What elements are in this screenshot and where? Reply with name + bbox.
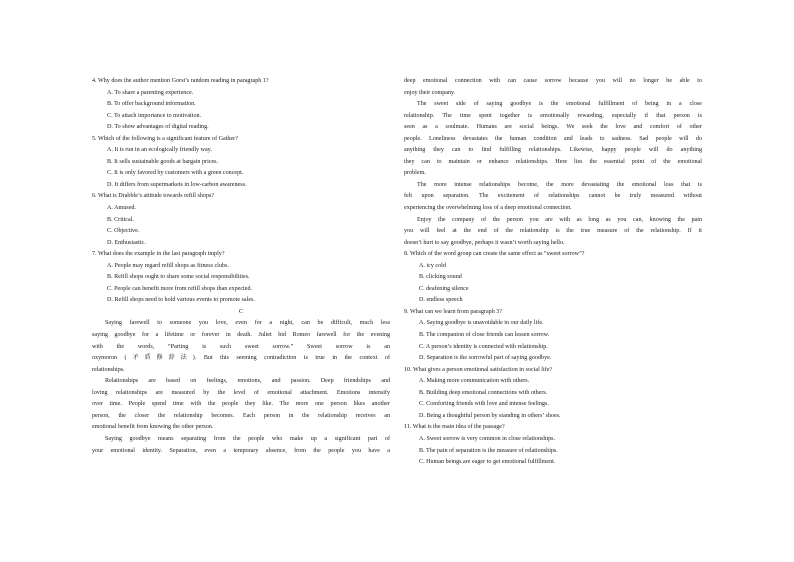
answer-option: D. Enthusiastic.	[107, 239, 146, 246]
paragraph-line: enjoy their company.	[404, 89, 456, 96]
answer-option: C. To attach importance to motivation.	[107, 112, 202, 119]
answer-option: B. clicking sound	[419, 274, 462, 281]
question-stem: 11. What is the main idea of the passage?	[404, 424, 505, 431]
paragraph-first-line: The more intense relationships become, the more devastating the emotional loss that is	[417, 181, 702, 188]
answer-option: C. A person’s identity is connected with relationship.	[419, 343, 548, 350]
paragraph-line: your emotional identity. Separation, even a temporary absence, from the people you have a	[92, 447, 390, 454]
answer-option: B. Refill shops ought to share some social responsibilities.	[107, 274, 250, 281]
answer-option: B. The companion of close friends can lessen sorrow.	[419, 332, 550, 339]
left-column	[92, 76, 390, 457]
question-stem: 4. Why does the author mention Gorst’s random reading in paragraph 1?	[92, 78, 269, 84]
question-stem: 5. Which of the following is a significant feature of Gather?	[92, 135, 238, 142]
paragraph-line: seen as a soulmate. Humans are social beings. We seek the love and comfort of other	[404, 124, 702, 131]
answer-option: A. Sweet sorrow is very common in close relationships.	[419, 435, 556, 442]
paragraph-first-line: Saying farewell to someone you love, even for a night, can be difficult, much less	[105, 320, 390, 327]
paragraph-line: experiencing the overwhelming loss of a deep emotional connection.	[404, 205, 572, 212]
answer-option: D. To show advantages of digital reading.	[107, 124, 209, 131]
right-column	[404, 76, 702, 469]
question-stem: 7. What does the example in the last paragraph imply?	[92, 251, 225, 258]
paragraph-line: deep emotional connection with can cause sorrow because you will no longer be able to	[404, 78, 702, 84]
answer-option: B. The pain of separation is the measure of relationships.	[419, 447, 558, 454]
answer-option: A. To share a parenting experience.	[107, 89, 194, 96]
answer-option: D. Refill shops need to hold various events to promote sales.	[107, 297, 255, 304]
answer-option: A. Making more communication with others.	[419, 378, 530, 385]
paragraph-line: emotional benefit from knowing the other person.	[92, 424, 214, 431]
answer-option: D. Being a thoughtful person by standing in others’ shoes.	[419, 412, 561, 419]
paragraph-line: you will feel at the end of the relationship is the true measure of the relationship. If it	[404, 228, 702, 235]
question-stem: 9. What can we learn from paragraph 3?	[404, 308, 503, 315]
paragraph-line: doesn’t hurt to say goodbye, perhaps it wasn’t worth saying hello.	[404, 239, 565, 246]
answer-option: B. Critical.	[107, 216, 134, 223]
paragraph-line: anything they can to find fulfilling relationships. Likewise, happy people will do anything	[404, 147, 702, 154]
paragraph-line: felt upon separation. The excitement of relationships cannot be truly measured without	[404, 193, 702, 200]
answer-option: A. icy cold	[419, 262, 446, 269]
answer-option: A. It is run in an ecologically friendly way.	[107, 147, 212, 154]
passage-label: C	[238, 308, 244, 315]
paragraph-line: problem.	[404, 170, 426, 177]
paragraph-first-line: The sweet side of saying goodbye is the emotional fulfillment of being in a close	[417, 101, 702, 108]
answer-option: D. It differs from supermarkets in low-carbon awareness.	[107, 181, 247, 188]
paragraph-line: with the words, “Parting is such sweet sorrow.” Sweet sorrow is an	[92, 343, 390, 350]
answer-option: C. Comforting friends with love and intense feelings.	[419, 401, 549, 408]
answer-option: B. To offer background information.	[107, 101, 196, 108]
question-stem: 10. What gives a person emotional satisfaction in social life?	[404, 366, 553, 373]
paragraph-line: loving relationships are measured by the level of emotional attachment. Emotions intensify	[92, 389, 390, 396]
paragraph-line: they can to maintain or enhance relationships. Here lies the essential point of the emotional	[404, 158, 702, 165]
paragraph-line: relationship. The time spent together is emotionally rewarding, especially if that person is	[404, 112, 702, 119]
paragraph-line: over time. People spend time with the people they like. The more one person likes another	[92, 401, 390, 408]
paragraph-line: saying goodbye for a lifetime or forever in death. Juliet bid Romeo farewell for the evening	[92, 332, 390, 339]
answer-option: B. Building deep emotional connections with others.	[419, 389, 548, 396]
answer-option: C. It is only favored by customers with a green concept.	[107, 170, 244, 177]
answer-option: D. endless speech	[419, 297, 463, 304]
answer-option: C. Human beings are eager to get emotional fulfillment.	[419, 459, 556, 466]
question-stem: 6. What is Drabble’s attitude towards refill shops?	[92, 193, 215, 200]
answer-option: B. It sells sustainable goods at bargain prices.	[107, 158, 219, 165]
answer-option: A. People may regard refill shops as fitness clubs.	[107, 262, 229, 269]
answer-option: A. Saying goodbye is unavoidable in our daily life.	[419, 320, 544, 327]
paragraph-first-line: Relationships are based on feelings, emotions, and passion. Deep friendships and	[105, 378, 390, 385]
paragraph-first-line: Enjoy the company of the person you are with as long as you can, knowing the pain	[417, 216, 702, 223]
answer-option: A. Amused.	[107, 205, 136, 212]
answer-option: C. People can benefit more from refill shops than expected.	[107, 285, 253, 292]
paragraph-line: person, the closer the relationship becomes. Each person in the relationship receives an	[92, 412, 390, 419]
paragraph-line: oxymoron (矛盾修辞法). But this seeming contradiction is true in the context of	[92, 355, 390, 362]
answer-option: C. Objective.	[107, 228, 140, 235]
paragraph-first-line: Saying goodbye means separating from the people who make up a significant part of	[105, 435, 390, 442]
paragraph-line: people. Loneliness devastates the human condition and leads to sadness. Sad people will do	[404, 135, 702, 142]
question-stem: 8. Which of the word group can create the same effect as “sweet sorrow”?	[404, 251, 585, 258]
paragraph-line: relationships.	[92, 366, 125, 373]
answer-option: C. deafening silence	[419, 285, 469, 292]
answer-option: D. Separation is the sorrowful part of saying goodbye.	[419, 355, 552, 362]
